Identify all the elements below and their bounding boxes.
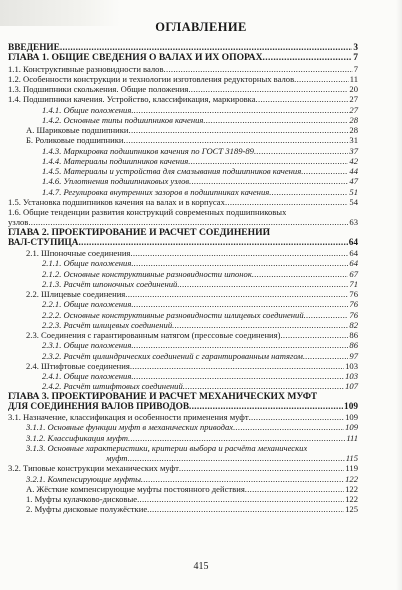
toc-entry [8, 361, 358, 371]
toc-entry-title: ГЛАВА 1. ОБЩИЕ СВЕДЕНИЯ О ВАЛАХ И ИХ ОПОРАХ [8, 53, 263, 64]
toc-entry-page: 122 [345, 483, 358, 494]
toc-dot-leader [130, 361, 344, 371]
toc-dot-leader [249, 412, 345, 422]
toc-entry-page: 119 [345, 463, 358, 474]
toc-entry-page: 111 [346, 432, 358, 443]
table-of-contents [8, 43, 358, 515]
toc-entry-title: А. Жёсткие компенсирующие муфты постоянного действия [26, 483, 245, 494]
toc-entry [8, 371, 358, 381]
toc-entry-page: 122 [345, 494, 358, 504]
toc-dot-leader [189, 176, 348, 186]
toc-entry-page: 64 [349, 258, 358, 269]
toc-entry [8, 433, 358, 443]
toc-entry [8, 402, 358, 412]
toc-dot-leader [177, 279, 348, 289]
toc-entry [8, 146, 358, 156]
toc-dot-leader [147, 504, 344, 514]
toc-entry-title: 1.3. Подшипники скольжения. Общие положения [8, 84, 189, 94]
toc-entry [8, 258, 358, 268]
toc-entry-title: 1.4.7. Регулировка внутренних зазоров в подшипниках качения [42, 186, 270, 197]
page-title: ОГЛАВЛЕНИЕ [155, 20, 247, 34]
toc-entry-page: 47 [349, 176, 358, 187]
toc-entry [8, 84, 358, 94]
toc-dot-leader [137, 494, 344, 504]
toc-entry-title: 2. Муфты дисковые полужёсткие [26, 504, 148, 515]
toc-entry-page: 54 [349, 196, 358, 207]
toc-entry-title: ВВЕДЕНИЕ [8, 43, 60, 53]
toc-dot-leader [254, 146, 348, 156]
toc-entry-title: 2.1.2. Основные конструктивные разновидности шпонок [42, 268, 252, 279]
toc-entry [8, 474, 358, 484]
toc-dot-leader [301, 166, 348, 176]
toc-entry-title: 1.6. Общие тенденции развития конструкций современных подшипниковых [8, 207, 287, 217]
toc-entry-title: 2.2. Шлицевые соединения [26, 289, 126, 299]
toc-entry-title: 1.4.4. Материалы подшипников качения [42, 155, 189, 166]
toc-entry-page: 7 [353, 52, 358, 64]
toc-entry-page: 42 [349, 155, 358, 166]
toc-entry-title: 1.4.2. Основные типы подшипников качения [42, 114, 204, 125]
toc-entry-page: 115 [345, 453, 358, 463]
toc-dot-leader [128, 433, 345, 443]
toc-dot-leader [179, 463, 345, 473]
toc-entry [8, 392, 358, 402]
toc-entry-title: 2.1.3. Расчёт шпоночных соединений [42, 278, 178, 289]
toc-entry-page: 37 [349, 145, 358, 156]
toc-entry [8, 187, 358, 197]
page-edge-shadow [396, 0, 402, 590]
toc-entry [8, 105, 358, 115]
toc-entry-page: 31 [349, 135, 358, 146]
toc-entry [8, 320, 358, 330]
toc-entry-title: 2.3.1. Общие положения [42, 340, 132, 351]
toc-entry-page: 107 [345, 381, 358, 392]
toc-entry-page: 3 [353, 43, 358, 53]
toc-entry [8, 484, 358, 494]
toc-entry-title: 1.2. Особенности конструкции и технологии изготовления редукторных валов [8, 73, 295, 84]
toc-dot-leader [294, 74, 349, 84]
toc-entry-title: муфт [106, 453, 128, 463]
toc-dot-leader [233, 422, 344, 432]
toc-dot-leader [164, 64, 353, 74]
toc-entry [8, 197, 358, 207]
toc-entry [8, 135, 358, 145]
toc-entry-page: 67 [349, 268, 358, 279]
toc-dot-leader [245, 484, 344, 494]
toc-entry-page: 11 [349, 73, 358, 84]
toc-entry-title: 2.1.1. Общие положения [42, 258, 132, 269]
toc-entry [8, 269, 358, 279]
toc-entry [8, 207, 358, 217]
toc-dot-leader [304, 310, 349, 320]
toc-entry-page: 76 [349, 309, 358, 320]
toc-entry-page: 63 [349, 217, 358, 228]
toc-entry-title: 1.4.5. Материалы и устройства для смазывания подшипников качения [42, 166, 302, 176]
toc-dot-leader [252, 269, 349, 279]
toc-entry-title: 1.5. Установка подшипников качения на валах и в корпусах [8, 196, 225, 207]
toc-entry-page: 103 [345, 371, 358, 381]
toc-dot-leader [225, 197, 348, 207]
toc-dot-leader [172, 320, 348, 330]
toc-dot-leader [128, 453, 345, 463]
toc-dot-leader [269, 187, 348, 197]
toc-entry-title: Б. Роликовые подшипники [26, 135, 124, 146]
toc-entry-page: 125 [345, 504, 358, 515]
toc-entry [8, 443, 358, 453]
toc-dot-leader [129, 125, 349, 135]
toc-entry-title: ГЛАВА 3. ПРОЕКТИРОВАНИЕ И РАСЧЁТ МЕХАНИЧЕСКИХ МУФТ [8, 391, 318, 402]
toc-entry [8, 43, 358, 53]
toc-entry-page: 20 [349, 84, 358, 94]
toc-dot-leader [131, 371, 344, 381]
toc-dot-leader [280, 330, 348, 340]
toc-entry-page: 122 [345, 473, 358, 484]
toc-entry-title: 1.4. Подшипники качения. Устройство, классификация, маркировка [8, 94, 256, 105]
toc-entry-title: ДЛЯ СОЕДИНЕНИЯ ВАЛОВ ПРИВОДОВ [8, 401, 190, 412]
toc-dot-leader [60, 43, 352, 53]
toc-entry-page: 27 [349, 94, 358, 105]
toc-entry-page: 109 [344, 401, 358, 412]
toc-entry-page: 27 [349, 104, 358, 115]
toc-dot-leader [188, 84, 348, 94]
toc-entry-title: 1.4.3. Маркировка подшипников качения по ГОСТ 3189-89 [42, 145, 254, 156]
toc-entry-page: 97 [349, 350, 358, 361]
toc-entry [8, 340, 358, 350]
toc-dot-leader [141, 474, 344, 484]
toc-entry-title: 2.1. Шпоночные соединения [26, 248, 131, 258]
toc-entry-page: 86 [349, 340, 358, 351]
toc-dot-leader [188, 156, 348, 166]
toc-entry-title: 2.3. Соединения с гарантированным натягом (прессовые соединения) [26, 330, 281, 340]
toc-entry [8, 94, 358, 104]
toc-dot-leader [131, 340, 348, 350]
toc-entry-title: А. Шариковые подшипники [26, 125, 129, 135]
toc-entry [8, 279, 358, 289]
toc-entry-page: 109 [345, 412, 358, 422]
toc-entry-title: 3.1.2. Классификация муфт [26, 432, 128, 443]
toc-entry [8, 64, 358, 74]
toc-entry-page: 44 [349, 166, 358, 176]
toc-dot-leader [256, 94, 349, 104]
toc-entry [8, 422, 358, 432]
toc-entry [8, 74, 358, 84]
toc-entry [8, 351, 358, 361]
toc-entry [8, 125, 358, 135]
toc-entry-title: 1. Муфты кулачково-дисковые [26, 494, 138, 504]
toc-entry [8, 115, 358, 125]
toc-entry-page: 86 [349, 330, 358, 340]
toc-entry [8, 310, 358, 320]
toc-entry [8, 381, 358, 391]
toc-entry [8, 330, 358, 340]
toc-dot-leader [124, 135, 349, 145]
toc-entry-title: 2.2.1. Общие положения [42, 299, 132, 310]
toc-entry [8, 453, 358, 463]
toc-dot-leader [263, 53, 353, 63]
toc-entry-title: 3.1.1. Основные функции муфт в механических приводах [26, 422, 234, 433]
toc-entry [8, 299, 358, 309]
toc-entry [8, 176, 358, 186]
toc-dot-leader [125, 289, 348, 299]
toc-entry-title: 1.4.6. Уплотнения подшипниковых узлов [42, 176, 190, 187]
toc-dot-leader [131, 105, 348, 115]
toc-entry [8, 156, 358, 166]
toc-entry [8, 238, 358, 248]
toc-entry [8, 228, 358, 238]
toc-entry-title: ГЛАВА 2. ПРОЕКТИРОВАНИЕ И РАСЧЁТ СОЕДИНЕНИЙ [8, 227, 271, 238]
toc-entry-title: 2.2.3. Расчёт шлицевых соединений [42, 319, 173, 330]
toc-entry-page: 64 [349, 248, 358, 258]
toc-dot-leader [203, 115, 348, 125]
toc-entry-title: 1.4.1. Общие положения [42, 104, 132, 115]
toc-entry [8, 504, 358, 514]
toc-entry-title: 3.2. Типовые конструкции механических муфт [8, 463, 179, 474]
toc-dot-leader [183, 381, 344, 391]
toc-entry-page: 28 [349, 125, 358, 135]
toc-entry [8, 217, 358, 227]
toc-entry [8, 412, 358, 422]
toc-dot-leader [189, 402, 343, 412]
toc-entry-title: ВАЛ-СТУПИЦА [8, 237, 79, 248]
toc-entry-page: 76 [349, 299, 358, 310]
toc-dot-leader [131, 299, 348, 309]
toc-entry-title: узлов [8, 217, 29, 228]
toc-entry-page: 51 [349, 186, 358, 197]
toc-entry-title: 3.1. Назначение, классификация и особенности применения муфт [8, 412, 249, 422]
toc-entry-page: 71 [349, 278, 358, 289]
toc-dot-leader [131, 258, 348, 268]
toc-entry [8, 289, 358, 299]
toc-entry [8, 494, 358, 504]
toc-entry-title: 3.2.1. Компенсирующие муфты [26, 473, 141, 484]
toc-entry [8, 166, 358, 176]
toc-entry-page: 82 [349, 319, 358, 330]
page-number: 415 [193, 561, 209, 572]
toc-entry-title: 2.4.2. Расчёт штифтовых соединений [42, 381, 183, 392]
toc-entry [8, 53, 358, 63]
toc-entry-title: 2.4. Штифтовые соединения [26, 360, 130, 371]
toc-entry-title: 2.2.2. Основные конструктивные разновидности шлицевых соединений [42, 309, 304, 320]
toc-dot-leader [28, 217, 348, 227]
toc-entry-page: 28 [349, 114, 358, 125]
toc-entry-title: 1.1. Конструктивные разновидности валов [8, 63, 164, 74]
toc-entry-title: 2.3.2. Расчёт цилиндрических соединений с гарантированным натягом [42, 350, 303, 361]
toc-entry [8, 248, 358, 258]
toc-entry-page: 7 [353, 63, 358, 74]
toc-entry-page: 76 [349, 289, 358, 299]
toc-entry-page: 109 [345, 422, 358, 433]
toc-entry [8, 463, 358, 473]
toc-entry-title: 3.1.3. Основные характеристики, критерии выбора и расчёта механических [26, 442, 308, 453]
toc-dot-leader [130, 248, 348, 258]
toc-dot-leader [79, 238, 348, 248]
toc-entry-page: 64 [348, 237, 358, 248]
toc-entry-page: 103 [345, 360, 358, 371]
toc-entry-title: 2.4.1. Общие положения [42, 371, 132, 381]
toc-dot-leader [303, 351, 349, 361]
